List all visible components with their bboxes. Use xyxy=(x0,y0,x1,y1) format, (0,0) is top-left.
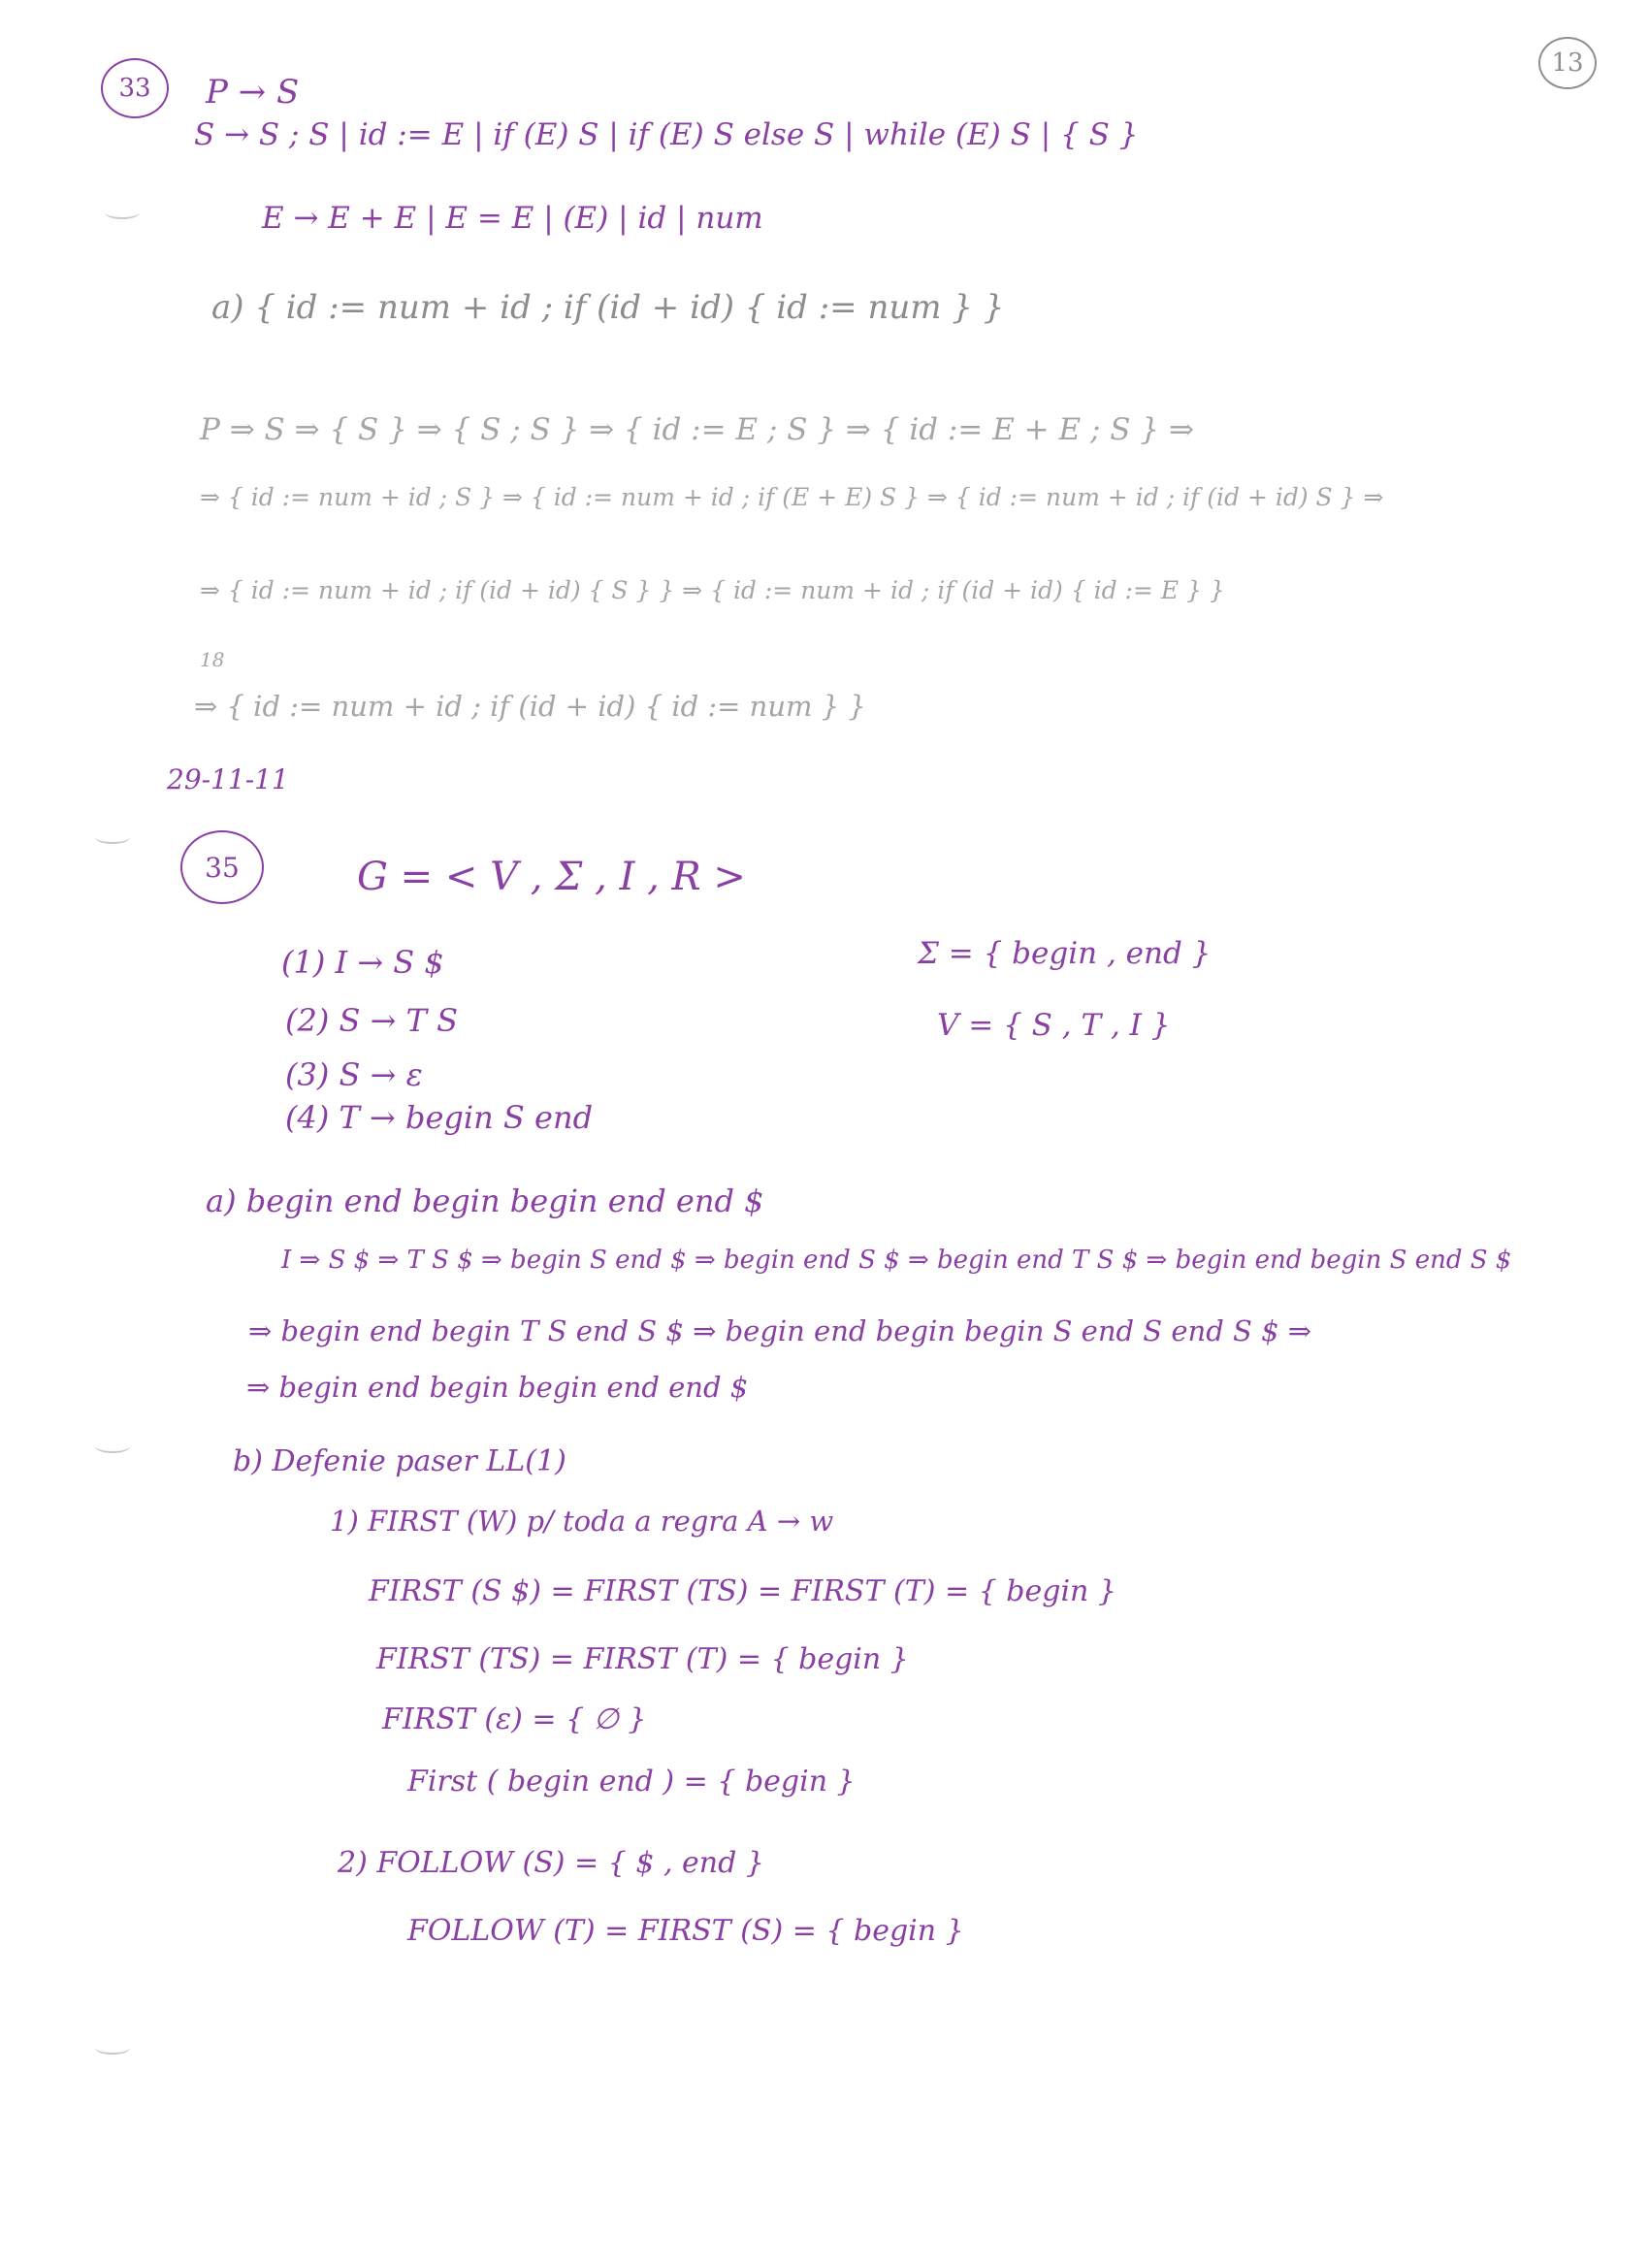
derivation-35-line-1: I ⇒ S $ ⇒ T S $ ⇒ begin S end $ ⇒ begin end S $ ⇒ begin end T S $ ⇒ begin end begin S end S $ xyxy=(281,1246,1512,1275)
punch-mark xyxy=(105,206,140,219)
first-line-1: FIRST (S $) = FIRST (TS) = FIRST (T) = { begin } xyxy=(369,1574,1116,1608)
variables-set: V = { S , T , I } xyxy=(937,1008,1171,1043)
first-line-4: First ( begin end ) = { begin } xyxy=(407,1765,856,1798)
exercise-number-33: 33 xyxy=(101,58,169,118)
first-heading: 1) FIRST (W) p/ toda a regra A → w xyxy=(330,1505,834,1538)
item-a-word: a) begin end begin begin end end $ xyxy=(206,1183,764,1219)
punch-mark xyxy=(95,830,130,844)
grammar-definition: G = < V , Σ , I , R > xyxy=(357,855,746,899)
item-b-heading: b) Defenie paser LL(1) xyxy=(233,1444,566,1478)
first-line-2: FIRST (TS) = FIRST (T) = { begin } xyxy=(376,1642,909,1676)
derivation-step-number: 18 xyxy=(200,648,225,671)
derivation-35-line-2: ⇒ begin end begin T S end S $ ⇒ begin end begin begin S end S end S $ ⇒ xyxy=(248,1314,1312,1347)
rule-2: (2) S → T S xyxy=(285,1002,459,1039)
derivation-line-2: ⇒ { id := num + id ; S } ⇒ { id := num + id ; if (E + E) S } ⇒ { id := num + id ; if (id + id) S } ⇒ xyxy=(200,483,1384,511)
derivation-line-3: ⇒ { id := num + id ; if (id + id) { S } } ⇒ { id := num + id ; if (id + id) { id := E } } xyxy=(200,576,1225,604)
item-a-sentence: a) { id := num + id ; if (id + id) { id := num } } xyxy=(211,288,1005,327)
follow-heading: 2) FOLLOW (S) = { $ , end } xyxy=(338,1846,764,1880)
alphabet-set: Σ = { begin , end } xyxy=(918,936,1212,971)
page-number: 13 xyxy=(1538,37,1597,89)
derivation-line-4: ⇒ { id := num + id ; if (id + id) { id := num } } xyxy=(194,690,866,723)
rule-4: (4) T → begin S end xyxy=(285,1099,594,1136)
grammar-line-2: S → S ; S | id := E | if (E) S | if (E) S else S | while (E) S | { S } xyxy=(194,117,1139,152)
rule-1: (1) I → S $ xyxy=(281,944,444,981)
date: 29-11-11 xyxy=(167,763,289,795)
rule-3: (3) S → ε xyxy=(285,1056,423,1093)
follow-line-1: FOLLOW (T) = FIRST (S) = { begin } xyxy=(407,1914,964,1948)
punch-mark xyxy=(95,2041,130,2055)
derivation-35-line-3: ⇒ begin end begin begin end end $ xyxy=(246,1371,749,1404)
grammar-line-3: E → E + E | E = E | (E) | id | num xyxy=(262,201,763,236)
grammar-line-1: P → S xyxy=(206,73,300,112)
first-line-3: FIRST (ε) = { ∅ } xyxy=(382,1702,647,1736)
punch-mark xyxy=(95,1440,130,1453)
exercise-number-35: 35 xyxy=(180,830,264,904)
derivation-line-1: P ⇒ S ⇒ { S } ⇒ { S ; S } ⇒ { id := E ; S } ⇒ { id := E + E ; S } ⇒ xyxy=(200,412,1194,447)
